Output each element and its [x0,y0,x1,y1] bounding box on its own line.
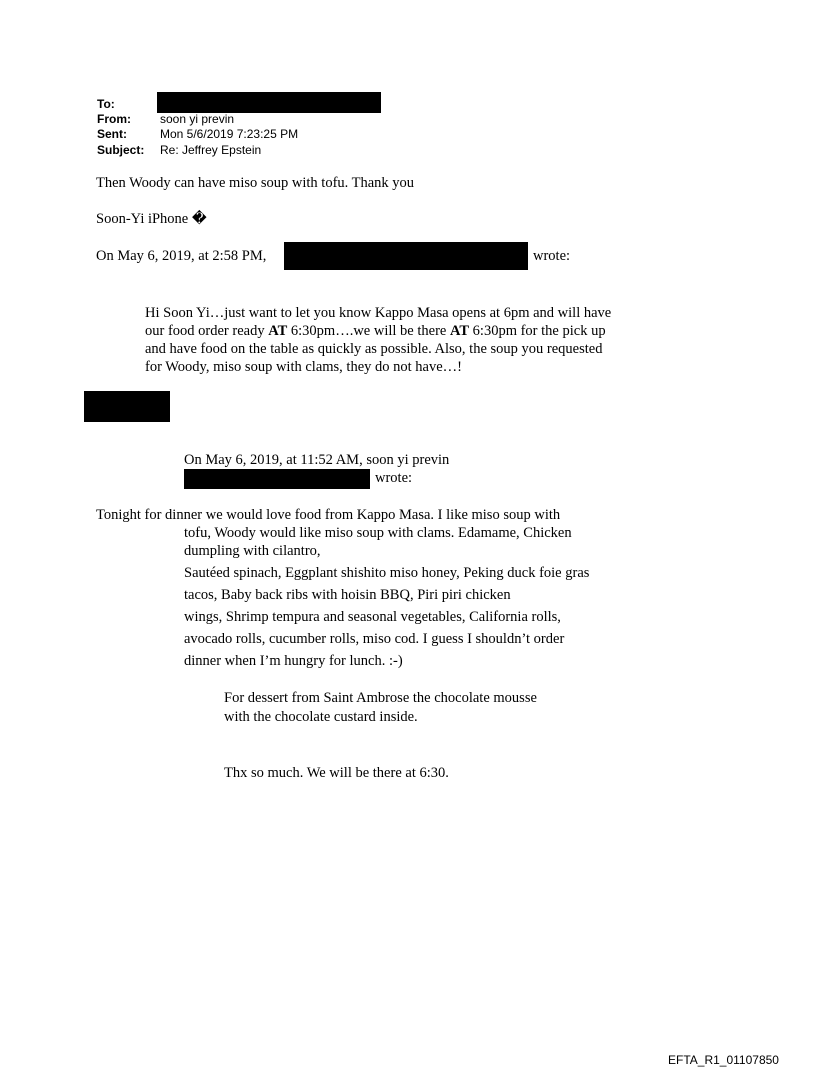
redaction-sender-1 [284,242,528,270]
document-id: EFTA_R1_01107850 [668,1053,779,1067]
from-label: From: [97,112,131,126]
redaction-to [157,92,381,113]
to-label: To: [97,97,115,111]
subject-label: Subject: [97,143,145,157]
signature: Soon-Yi iPhone � [96,211,207,227]
dessert-line1: For dessert from Saint Ambrose the chocolate mousse [224,690,537,706]
quoted1-line3: and have food on the table as quickly as possible. Also, the soup you requested [145,341,603,357]
quoted1-line2-c: 6:30pm….we will be there [287,323,450,339]
quoted1-line2-at1: AT [268,323,288,339]
thanks-line: Thx so much. We will be there at 6:30. [224,765,449,781]
quoted2-line8: dinner when I’m hungry for lunch. :-) [184,653,403,669]
quoted1-line2-e: 6:30pm for the pick up [469,323,606,339]
quoted2-line7: avocado rolls, cucumber rolls, miso cod. I guess I shouldn’t order [184,631,565,647]
quoted2-line4: Sautéed spinach, Eggplant shishito miso honey, Peking duck foie gras [184,565,590,581]
redaction-email [184,469,370,489]
quoted2-line5: tacos, Baby back ribs with hoisin BBQ, Piri piri chicken [184,587,511,603]
quoted2-line1: Tonight for dinner we would love food from Kappo Masa. I like miso soup with [96,507,561,523]
subject-value: Re: Jeffrey Epstein [160,143,262,157]
quoted2-line6: wings, Shrimp tempura and seasonal vegetables, California rolls, [184,609,561,625]
quote-intro-suffix: wrote: [533,248,571,264]
quote-intro-prefix: On May 6, 2019, at 2:58 PM, [96,248,267,264]
quoted1-line4: for Woody, miso soup with clams, they do not have…! [145,359,462,375]
quoted2-line2: tofu, Woody would like miso soup with clams. Edamame, Chicken [184,525,572,541]
quoted1-line2-at2: AT [449,323,470,339]
sent-label: Sent: [97,127,127,141]
redaction-signature [84,391,170,422]
quoted1-line2 [145,323,606,340]
quoted2-intro-line1: On May 6, 2019, at 11:52 AM, soon yi previn [184,452,450,468]
reply-line: Then Woody can have miso soup with tofu. Thank you [96,175,415,191]
sent-value: Mon 5/6/2019 7:23:25 PM [160,127,299,141]
dessert-line2: with the chocolate custard inside. [224,709,418,725]
from-value: soon yi previn [160,112,235,126]
quoted2-line3: dumpling with cilantro, [184,543,321,559]
quoted1-line1: Hi Soon Yi…just want to let you know Kappo Masa opens at 6pm and will have [145,305,612,321]
quoted1-line2-a: our food order ready [145,323,269,339]
quoted2-intro-line2: wrote: [375,470,413,486]
